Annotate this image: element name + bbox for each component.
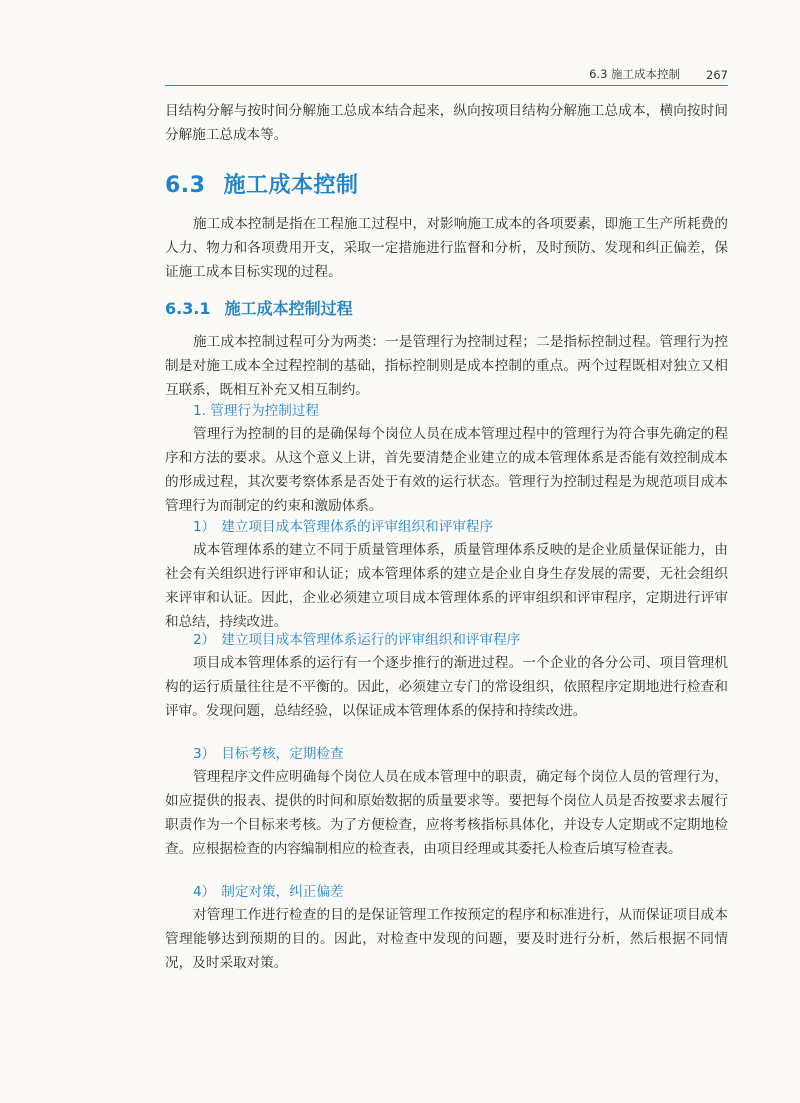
header-section-title: 6.3 施工成本控制 xyxy=(589,67,681,81)
point-title-1: 建立项目成本管理体系的评审组织和评审程序 xyxy=(221,519,494,535)
point-3-paragraph: 管理程序文件应明确每个岗位人员在成本管理中的职责，确定每个岗位人员的管理行为，如应提供的报表、提供的时间和原始数据的质量要求等。要把每个岗位人员是否按要求去履行职责作为一个目标来考核。为了方便检查，应将考核指标具体化，并设专人定期或不定期地检查。应根据检查的内容编制相应的检查表，由项目经理或其委托人检查后填写检查表。 xyxy=(165,769,728,857)
subsection-heading xyxy=(165,296,353,319)
point-heading-3 xyxy=(193,743,344,765)
subsection-intro-paragraph: 施工成本控制过程可分为两类：一是管理行为控制过程；二是指标控制过程。管理行为控制是对施工成本全过程控制的基础，指标控制则是成本控制的重点。两个过程既相对独立又相互联系，既相互补充又相互制约。 xyxy=(165,334,728,398)
point-title-2: 建立项目成本管理体系运行的评审组织和评审程序 xyxy=(221,632,521,648)
point-4-paragraph: 对管理工作进行检查的目的是保证管理工作按预定的程序和标准进行，从而保证项目成本管理能够达到预期的目的。因此，对检查中发现的问题，要及时进行分析，然后根据不同情况，及时采取对策。 xyxy=(165,907,728,971)
page-number: 267 xyxy=(706,68,728,82)
point-title-3: 目标考核，定期检查 xyxy=(221,746,344,762)
point-1-paragraph: 成本管理体系的建立不同于质量管理体系，质量管理体系反映的是企业质量保证能力，由社会有关组织进行评审和认证；成本管理体系的建立是企业自身生存发展的需要，无社会组织来评审和认证。因此，企业必须建立项目成本管理体系的评审组织和评审程序，定期进行评审和总结，持续改进。 xyxy=(165,542,728,630)
section-number: 6.3 xyxy=(165,173,206,198)
section-intro-paragraph: 施工成本控制是指在工程施工过程中，对影响施工成本的各项要素，即施工生产所耗费的人力、物力和各项费用开支，采取一定措施进行监督和分析，及时预防、发现和纠正偏差，保证施工成本目标实现的过程。 xyxy=(165,216,728,280)
item-heading-1: 1. 管理行为控制过程 xyxy=(193,403,320,419)
point-heading-2 xyxy=(193,629,520,651)
section-title: 施工成本控制 xyxy=(223,173,359,198)
point-number-1: 1） xyxy=(193,519,216,535)
point-number-3: 3） xyxy=(193,746,216,762)
subsection-title: 施工成本控制过程 xyxy=(224,299,353,318)
continuation-paragraph: 目结构分解与按时间分解施工总成本结合起来，纵向按项目结构分解施工总成本，横向按时间分解施工总成本等。 xyxy=(165,103,728,143)
point-2-paragraph: 项目成本管理体系的运行有一个逐步推行的渐进过程。一个企业的各分公司、项目管理机构的运行质量往往是不平衡的。因此，必须建立专门的常设组织，依照程序定期地进行检查和评审。发现问题，总结经验，以保证成本管理体系的保持和持续改进。 xyxy=(165,655,728,719)
subsection-number: 6.3.1 xyxy=(165,299,211,318)
running-header xyxy=(165,64,728,86)
item-1-paragraph: 管理行为控制的目的是确保每个岗位人员在成本管理过程中的管理行为符合事先确定的程序和方法的要求。从这个意义上讲，首先要清楚企业建立的成本管理体系是否能有效控制成本的形成过程，其次要考察体系是否处于有效的运行状态。管理行为控制过程是为规范项目成本管理行为而制定的约束和激励体系。 xyxy=(165,426,728,514)
section-heading xyxy=(165,168,359,199)
point-heading-1 xyxy=(193,516,493,538)
point-number-2: 2） xyxy=(193,632,216,648)
point-number-4: 4） xyxy=(193,884,216,900)
point-title-4: 制定对策，纠正偏差 xyxy=(221,884,344,900)
point-heading-4 xyxy=(193,881,344,903)
